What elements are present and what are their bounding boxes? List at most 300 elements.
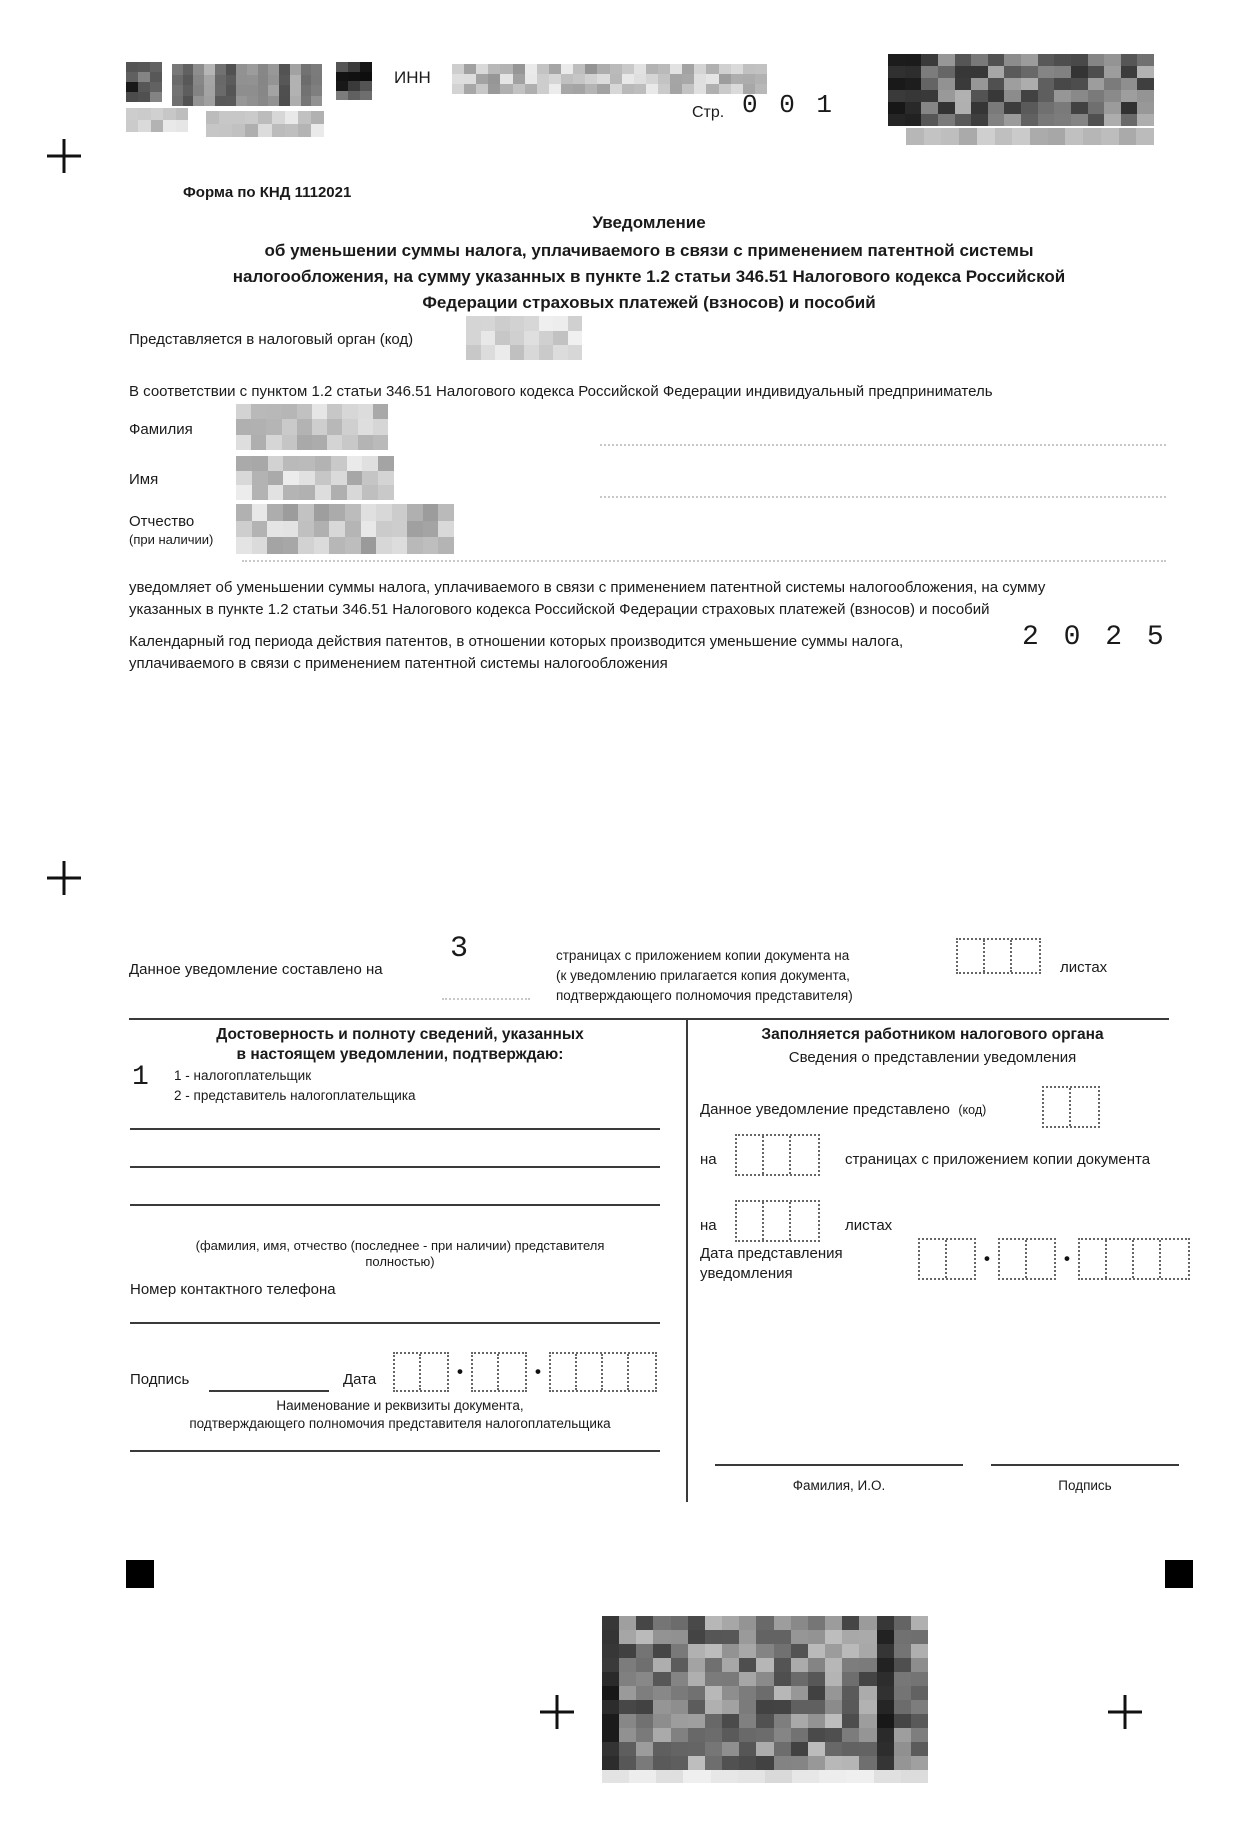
- redacted-pixel: [510, 331, 525, 346]
- crop-mark-bottom-right: [1108, 1695, 1142, 1729]
- redacted-pixel: [301, 96, 312, 107]
- redacted-pixel: [774, 1742, 791, 1756]
- section-top-rule: [129, 1018, 1169, 1020]
- inspector-name-line: [715, 1464, 963, 1466]
- registration-square-left: [126, 1560, 154, 1588]
- redacted-pixel: [163, 108, 175, 120]
- redacted-pixel: [226, 85, 237, 96]
- redacted-pixel: [791, 1728, 808, 1742]
- input-cell[interactable]: [764, 1136, 791, 1174]
- redacted-pixel: [236, 537, 252, 554]
- redacted-pixel: [705, 1644, 722, 1658]
- redacted-pixel: [298, 521, 314, 538]
- redacted-pixel: [688, 1714, 705, 1728]
- redacted-pixel: [1137, 102, 1154, 114]
- redacted-pixel: [791, 1700, 808, 1714]
- redacted-pixel: [298, 111, 311, 124]
- submission-date-day-input[interactable]: [918, 1238, 976, 1280]
- redacted-pixel: [236, 85, 247, 96]
- input-cell[interactable]: [1044, 1088, 1071, 1126]
- redacted-pixel: [247, 75, 258, 86]
- redacted-pixel: [347, 456, 363, 471]
- redacted-pixel: [362, 485, 378, 500]
- submitted-sheets-suffix: листах: [845, 1217, 893, 1234]
- redacted-pixel: [266, 435, 281, 450]
- redacted-pixel: [774, 1714, 791, 1728]
- redacted-pixel: [407, 504, 423, 521]
- input-cell[interactable]: [1000, 1240, 1027, 1278]
- redacted-pixel: [500, 84, 512, 94]
- redacted-pixel: [911, 1756, 928, 1770]
- composed-sheets-label: листах: [1060, 959, 1108, 976]
- redacted-pixel: [1004, 90, 1021, 102]
- redacted-pixel: [636, 1658, 653, 1672]
- redacted-pixel: [971, 66, 988, 78]
- redacted-pixel: [126, 82, 138, 92]
- redacted-pixel: [859, 1658, 876, 1672]
- redacted-pixel: [1054, 90, 1071, 102]
- redacted-pixel: [513, 64, 525, 74]
- input-cell[interactable]: [985, 940, 1012, 972]
- redacted-pixel: [266, 404, 281, 419]
- redacted-pixel: [348, 72, 360, 82]
- redacted-pixel: [183, 64, 194, 75]
- redacted-pixel: [670, 64, 682, 74]
- form-code: Форма по КНД 1112021: [183, 184, 352, 201]
- redacted-pixel: [1104, 114, 1121, 126]
- redacted-pixel: [348, 81, 360, 91]
- redacted-pixel: [842, 1756, 859, 1770]
- submitted-sheets-input[interactable]: [735, 1200, 820, 1242]
- redacted-pixel: [1119, 128, 1137, 145]
- redacted-pixel: [172, 64, 183, 75]
- redacted-pixel: [859, 1714, 876, 1728]
- redacted-pixel: [1137, 54, 1154, 66]
- redacted-pixel: [215, 75, 226, 86]
- redacted-pixel: [905, 78, 922, 90]
- surname-value-redacted: [236, 404, 388, 450]
- redacted-pixel: [1021, 78, 1038, 90]
- redacted-pixel: [151, 120, 163, 132]
- redacted-pixel: [636, 1630, 653, 1644]
- redacted-pixel: [825, 1700, 842, 1714]
- submission-date-label-line-2: уведомления: [700, 1265, 793, 1282]
- date-separator-dot: •: [457, 1362, 463, 1381]
- redacted-pixel: [362, 456, 378, 471]
- redacted-pixel: [348, 91, 360, 101]
- redacted-pixel: [859, 1700, 876, 1714]
- rightbox-subheading: Сведения о представлении уведомления: [788, 1049, 1077, 1066]
- redacted-pixel: [252, 537, 268, 554]
- redacted-pixel: [336, 81, 348, 91]
- redacted-pixel: [1071, 78, 1088, 90]
- redacted-pixel: [236, 471, 252, 486]
- doc-note-line-2: подтверждающего полномочия представителя налогоплательщика: [189, 1416, 611, 1431]
- submitted-pages-suffix: страницах с приложением копии документа: [845, 1151, 1151, 1168]
- redacted-pixel: [150, 62, 162, 72]
- redacted-pixel: [183, 75, 194, 86]
- redacted-pixel: [524, 345, 539, 360]
- redacted-pixel: [955, 90, 972, 102]
- redacted-pixel: [539, 331, 554, 346]
- redacted-pixel: [739, 1714, 756, 1728]
- redacted-pixel: [739, 1742, 756, 1756]
- input-cell[interactable]: [1012, 940, 1039, 972]
- redacted-pixel: [722, 1686, 739, 1700]
- rightbox-heading: Заполняется работником налогового органа: [761, 1026, 1104, 1043]
- redacted-pixel: [842, 1658, 859, 1672]
- redacted-pixel: [825, 1728, 842, 1742]
- redacted-pixel: [819, 1770, 846, 1783]
- redacted-pixel: [894, 1658, 911, 1672]
- redacted-pixel: [1121, 54, 1138, 66]
- input-cell[interactable]: [499, 1354, 525, 1390]
- redacted-pixel: [731, 74, 743, 84]
- redacted-pixel: [236, 504, 252, 521]
- redacted-pixel: [671, 1644, 688, 1658]
- redacted-pixel: [258, 64, 269, 75]
- submitted-pages-input[interactable]: [735, 1134, 820, 1176]
- input-cell[interactable]: [551, 1354, 577, 1390]
- redacted-pixel: [706, 84, 718, 94]
- redacted-pixel: [1012, 128, 1030, 145]
- doc-line: [130, 1450, 660, 1452]
- redacted-pixel: [756, 1742, 773, 1756]
- redacted-pixel: [719, 64, 731, 74]
- redacted-pixel: [283, 456, 299, 471]
- redacted-pixel: [911, 1714, 928, 1728]
- input-cell[interactable]: [1107, 1240, 1134, 1278]
- redacted-pixel: [488, 84, 500, 94]
- redacted-pixel: [739, 1756, 756, 1770]
- redacted-pixel: [938, 114, 955, 126]
- redacted-pixel: [688, 1756, 705, 1770]
- redacted-pixel: [888, 78, 905, 90]
- signer-option-1: 1 - налогоплательщик: [174, 1068, 312, 1083]
- redacted-pixel: [279, 64, 290, 75]
- input-cell[interactable]: [421, 1354, 447, 1390]
- redacted-pixel: [938, 102, 955, 114]
- redacted-pixel: [688, 1658, 705, 1672]
- redacted-pixel: [877, 1714, 894, 1728]
- input-cell[interactable]: [791, 1136, 818, 1174]
- input-cell[interactable]: [629, 1354, 655, 1390]
- redacted-pixel: [619, 1672, 636, 1686]
- redacted-pixel: [312, 404, 327, 419]
- notify-text-line-2: указанных в пункте 1.2 статьи 346.51 Налогового кодекса Российской Федерации страховых платежей (взносов) и пособий: [129, 601, 990, 618]
- redacted-pixel: [646, 84, 658, 94]
- redacted-pixel: [283, 471, 299, 486]
- redacted-pixel: [739, 1630, 756, 1644]
- redacted-pixel: [1088, 114, 1105, 126]
- redacted-pixel: [311, 85, 322, 96]
- redacted-pixel: [756, 1658, 773, 1672]
- input-cell[interactable]: [395, 1354, 421, 1390]
- input-cell[interactable]: [603, 1354, 629, 1390]
- redacted-pixel: [658, 64, 670, 74]
- redacted-pixel: [971, 54, 988, 66]
- redacted-pixel: [911, 1644, 928, 1658]
- redacted-pixel: [481, 316, 496, 331]
- redacted-pixel: [905, 66, 922, 78]
- redacted-pixel: [791, 1644, 808, 1658]
- redacted-pixel: [1104, 78, 1121, 90]
- redacted-pixel: [711, 1770, 738, 1783]
- redacted-pixel: [476, 84, 488, 94]
- redacted-pixel: [808, 1616, 825, 1630]
- redacted-pixel: [1004, 78, 1021, 90]
- redacted-pixel: [921, 102, 938, 114]
- redacted-pixel: [905, 114, 922, 126]
- input-cell[interactable]: [737, 1136, 764, 1174]
- redacted-pixel: [705, 1742, 722, 1756]
- redacted-pixel: [258, 96, 269, 107]
- redacted-pixel: [360, 72, 372, 82]
- redacted-pixel: [1137, 90, 1154, 102]
- redacted-pixel: [361, 504, 377, 521]
- redacted-pixel: [634, 64, 646, 74]
- redacted-pixel: [825, 1686, 842, 1700]
- redacted-pixel: [683, 1770, 710, 1783]
- redacted-pixel: [1071, 114, 1088, 126]
- redacted-pixel: [1054, 54, 1071, 66]
- redacted-pixel: [682, 74, 694, 84]
- redacted-pixel: [314, 537, 330, 554]
- redacted-pixel: [561, 74, 573, 84]
- redacted-pixel: [347, 485, 363, 500]
- redacted-pixel: [172, 85, 183, 96]
- redacted-pixel: [825, 1714, 842, 1728]
- redacted-pixel: [722, 1728, 739, 1742]
- composed-middle-text: [556, 946, 946, 1006]
- submitted-code-input[interactable]: [1042, 1086, 1100, 1128]
- redacted-pixel: [901, 1770, 928, 1783]
- intro-text: В соответствии с пунктом 1.2 статьи 346.51 Налогового кодекса Российской Федерации индивидуальный предприниматель: [129, 383, 993, 400]
- redacted-pixel: [808, 1728, 825, 1742]
- redacted-pixel: [653, 1756, 670, 1770]
- date-month-input[interactable]: [471, 1352, 527, 1392]
- redacted-pixel: [1088, 54, 1105, 66]
- redacted-pixel: [500, 74, 512, 84]
- redacted-pixel: [888, 90, 905, 102]
- redacted-pixel: [705, 1630, 722, 1644]
- redacted-pixel: [791, 1672, 808, 1686]
- input-cell[interactable]: [1071, 1088, 1098, 1126]
- redacted-pixel: [466, 331, 481, 346]
- redacted-pixel: [126, 62, 138, 72]
- redacted-pixel: [285, 124, 298, 137]
- redacted-pixel: [619, 1644, 636, 1658]
- patronymic-label: Отчество: [129, 513, 195, 530]
- redacted-pixel: [988, 102, 1005, 114]
- redacted-pixel: [825, 1756, 842, 1770]
- redacted-pixel: [1038, 90, 1055, 102]
- redacted-pixel: [561, 84, 573, 94]
- redacted-pixel: [226, 96, 237, 107]
- input-cell[interactable]: [1134, 1240, 1161, 1278]
- redacted-pixel: [315, 456, 331, 471]
- redacted-pixel: [282, 419, 297, 434]
- redacted-pixel: [1137, 114, 1154, 126]
- redacted-pixel: [774, 1616, 791, 1630]
- barcode-block-main: [172, 64, 322, 106]
- redacted-pixel: [301, 64, 312, 75]
- input-cell[interactable]: [1161, 1240, 1188, 1278]
- submission-date-year-input[interactable]: [1078, 1238, 1190, 1280]
- redacted-pixel: [988, 66, 1005, 78]
- redacted-pixel: [842, 1742, 859, 1756]
- redacted-pixel: [653, 1658, 670, 1672]
- redacted-pixel: [163, 120, 175, 132]
- redacted-pixel: [138, 62, 150, 72]
- redacted-pixel: [268, 85, 279, 96]
- header-qr-code-redacted: [888, 54, 1154, 126]
- redacted-pixel: [688, 1644, 705, 1658]
- redacted-pixel: [376, 537, 392, 554]
- redacted-pixel: [774, 1630, 791, 1644]
- redacted-pixel: [251, 404, 266, 419]
- redacted-pixel: [705, 1672, 722, 1686]
- phone-label: Номер контактного телефона: [130, 1281, 336, 1298]
- redacted-pixel: [894, 1616, 911, 1630]
- redacted-pixel: [311, 111, 324, 124]
- on-label-1: на: [700, 1151, 717, 1168]
- redacted-pixel: [204, 85, 215, 96]
- redacted-pixel: [283, 504, 299, 521]
- redacted-pixel: [537, 64, 549, 74]
- redacted-pixel: [656, 1770, 683, 1783]
- input-cell[interactable]: [737, 1202, 764, 1240]
- redacted-pixel: [258, 124, 271, 137]
- redacted-pixel: [360, 81, 372, 91]
- redacted-pixel: [774, 1658, 791, 1672]
- redacted-pixel: [553, 345, 568, 360]
- redacted-pixel: [911, 1672, 928, 1686]
- redacted-pixel: [1021, 114, 1038, 126]
- redacted-pixel: [722, 1742, 739, 1756]
- redacted-pixel: [602, 1672, 619, 1686]
- redacted-pixel: [602, 1714, 619, 1728]
- redacted-pixel: [392, 537, 408, 554]
- redacted-pixel: [646, 64, 658, 74]
- redacted-pixel: [722, 1672, 739, 1686]
- redacted-pixel: [688, 1630, 705, 1644]
- signature-date-input[interactable]: [393, 1352, 657, 1392]
- redacted-pixel: [573, 64, 585, 74]
- redacted-pixel: [481, 345, 496, 360]
- redacted-pixel: [756, 1630, 773, 1644]
- submission-date-month-input[interactable]: [998, 1238, 1056, 1280]
- redacted-pixel: [653, 1728, 670, 1742]
- redacted-pixel: [877, 1658, 894, 1672]
- redacted-pixel: [266, 419, 281, 434]
- redacted-pixel: [252, 521, 268, 538]
- redacted-pixel: [846, 1770, 873, 1783]
- redacted-pixel: [653, 1700, 670, 1714]
- phone-line: [130, 1322, 660, 1324]
- signature-line[interactable]: [209, 1390, 329, 1392]
- redacted-pixel: [342, 435, 357, 450]
- redacted-pixel: [610, 64, 622, 74]
- input-cell[interactable]: [958, 940, 985, 972]
- input-cell[interactable]: [1027, 1240, 1054, 1278]
- calendar-year-value: 2 0 2 5: [1022, 622, 1168, 653]
- redacted-pixel: [336, 62, 348, 72]
- redacted-pixel: [236, 96, 247, 107]
- tax-authority-label: Представляется в налоговый орган (код): [129, 331, 414, 348]
- redacted-pixel: [722, 1700, 739, 1714]
- inspector-name-label: Фамилия, И.О.: [792, 1478, 886, 1493]
- input-cell[interactable]: [473, 1354, 499, 1390]
- redacted-pixel: [694, 64, 706, 74]
- redacted-pixel: [376, 521, 392, 538]
- redacted-pixel: [176, 108, 188, 120]
- redacted-pixel: [791, 1658, 808, 1672]
- redacted-pixel: [808, 1714, 825, 1728]
- redacted-pixel: [1021, 54, 1038, 66]
- redacted-pixel: [602, 1630, 619, 1644]
- submission-date-input[interactable]: [918, 1238, 1190, 1280]
- date-day-input[interactable]: [393, 1352, 449, 1392]
- redacted-pixel: [756, 1616, 773, 1630]
- input-cell[interactable]: [947, 1240, 974, 1278]
- redacted-pixel: [774, 1672, 791, 1686]
- redacted-pixel: [1071, 102, 1088, 114]
- redacted-pixel: [585, 64, 597, 74]
- redacted-pixel: [1004, 54, 1021, 66]
- redacted-pixel: [911, 1686, 928, 1700]
- redacted-pixel: [756, 1700, 773, 1714]
- redacted-pixel: [971, 114, 988, 126]
- redacted-pixel: [537, 84, 549, 94]
- input-cell[interactable]: [1080, 1240, 1107, 1278]
- redacted-pixel: [739, 1658, 756, 1672]
- redacted-pixel: [653, 1630, 670, 1644]
- input-cell[interactable]: [920, 1240, 947, 1278]
- date-separator-dot: •: [534, 1362, 541, 1381]
- input-cell[interactable]: [577, 1354, 603, 1390]
- redacted-pixel: [911, 1616, 928, 1630]
- redacted-pixel: [1038, 102, 1055, 114]
- redacted-pixel: [358, 435, 373, 450]
- redacted-pixel: [272, 111, 285, 124]
- redacted-pixel: [682, 64, 694, 74]
- title-line-1: Уведомление: [592, 213, 706, 232]
- input-cell[interactable]: [764, 1202, 791, 1240]
- date-year-input[interactable]: [549, 1352, 657, 1392]
- redacted-pixel: [971, 90, 988, 102]
- redacted-pixel: [298, 504, 314, 521]
- input-cell[interactable]: [791, 1202, 818, 1240]
- redacted-pixel: [825, 1672, 842, 1686]
- redacted-pixel: [298, 124, 311, 137]
- redacted-pixel: [653, 1742, 670, 1756]
- redacted-pixel: [634, 84, 646, 94]
- leftbox-heading-line-2: в настоящем уведомлении, подтверждаю:: [236, 1046, 564, 1063]
- attachment-sheets-input[interactable]: [956, 938, 1041, 974]
- redacted-pixel: [619, 1742, 636, 1756]
- redacted-pixel: [694, 74, 706, 84]
- redacted-pixel: [236, 75, 247, 86]
- barcode-block-right: [336, 62, 372, 100]
- patronymic-note: (при наличии): [129, 532, 214, 547]
- redacted-pixel: [688, 1672, 705, 1686]
- redacted-pixel: [1054, 114, 1071, 126]
- redacted-pixel: [1038, 78, 1055, 90]
- redacted-pixel: [126, 108, 138, 120]
- section-divider: [686, 1018, 688, 1502]
- redacted-pixel: [671, 1686, 688, 1700]
